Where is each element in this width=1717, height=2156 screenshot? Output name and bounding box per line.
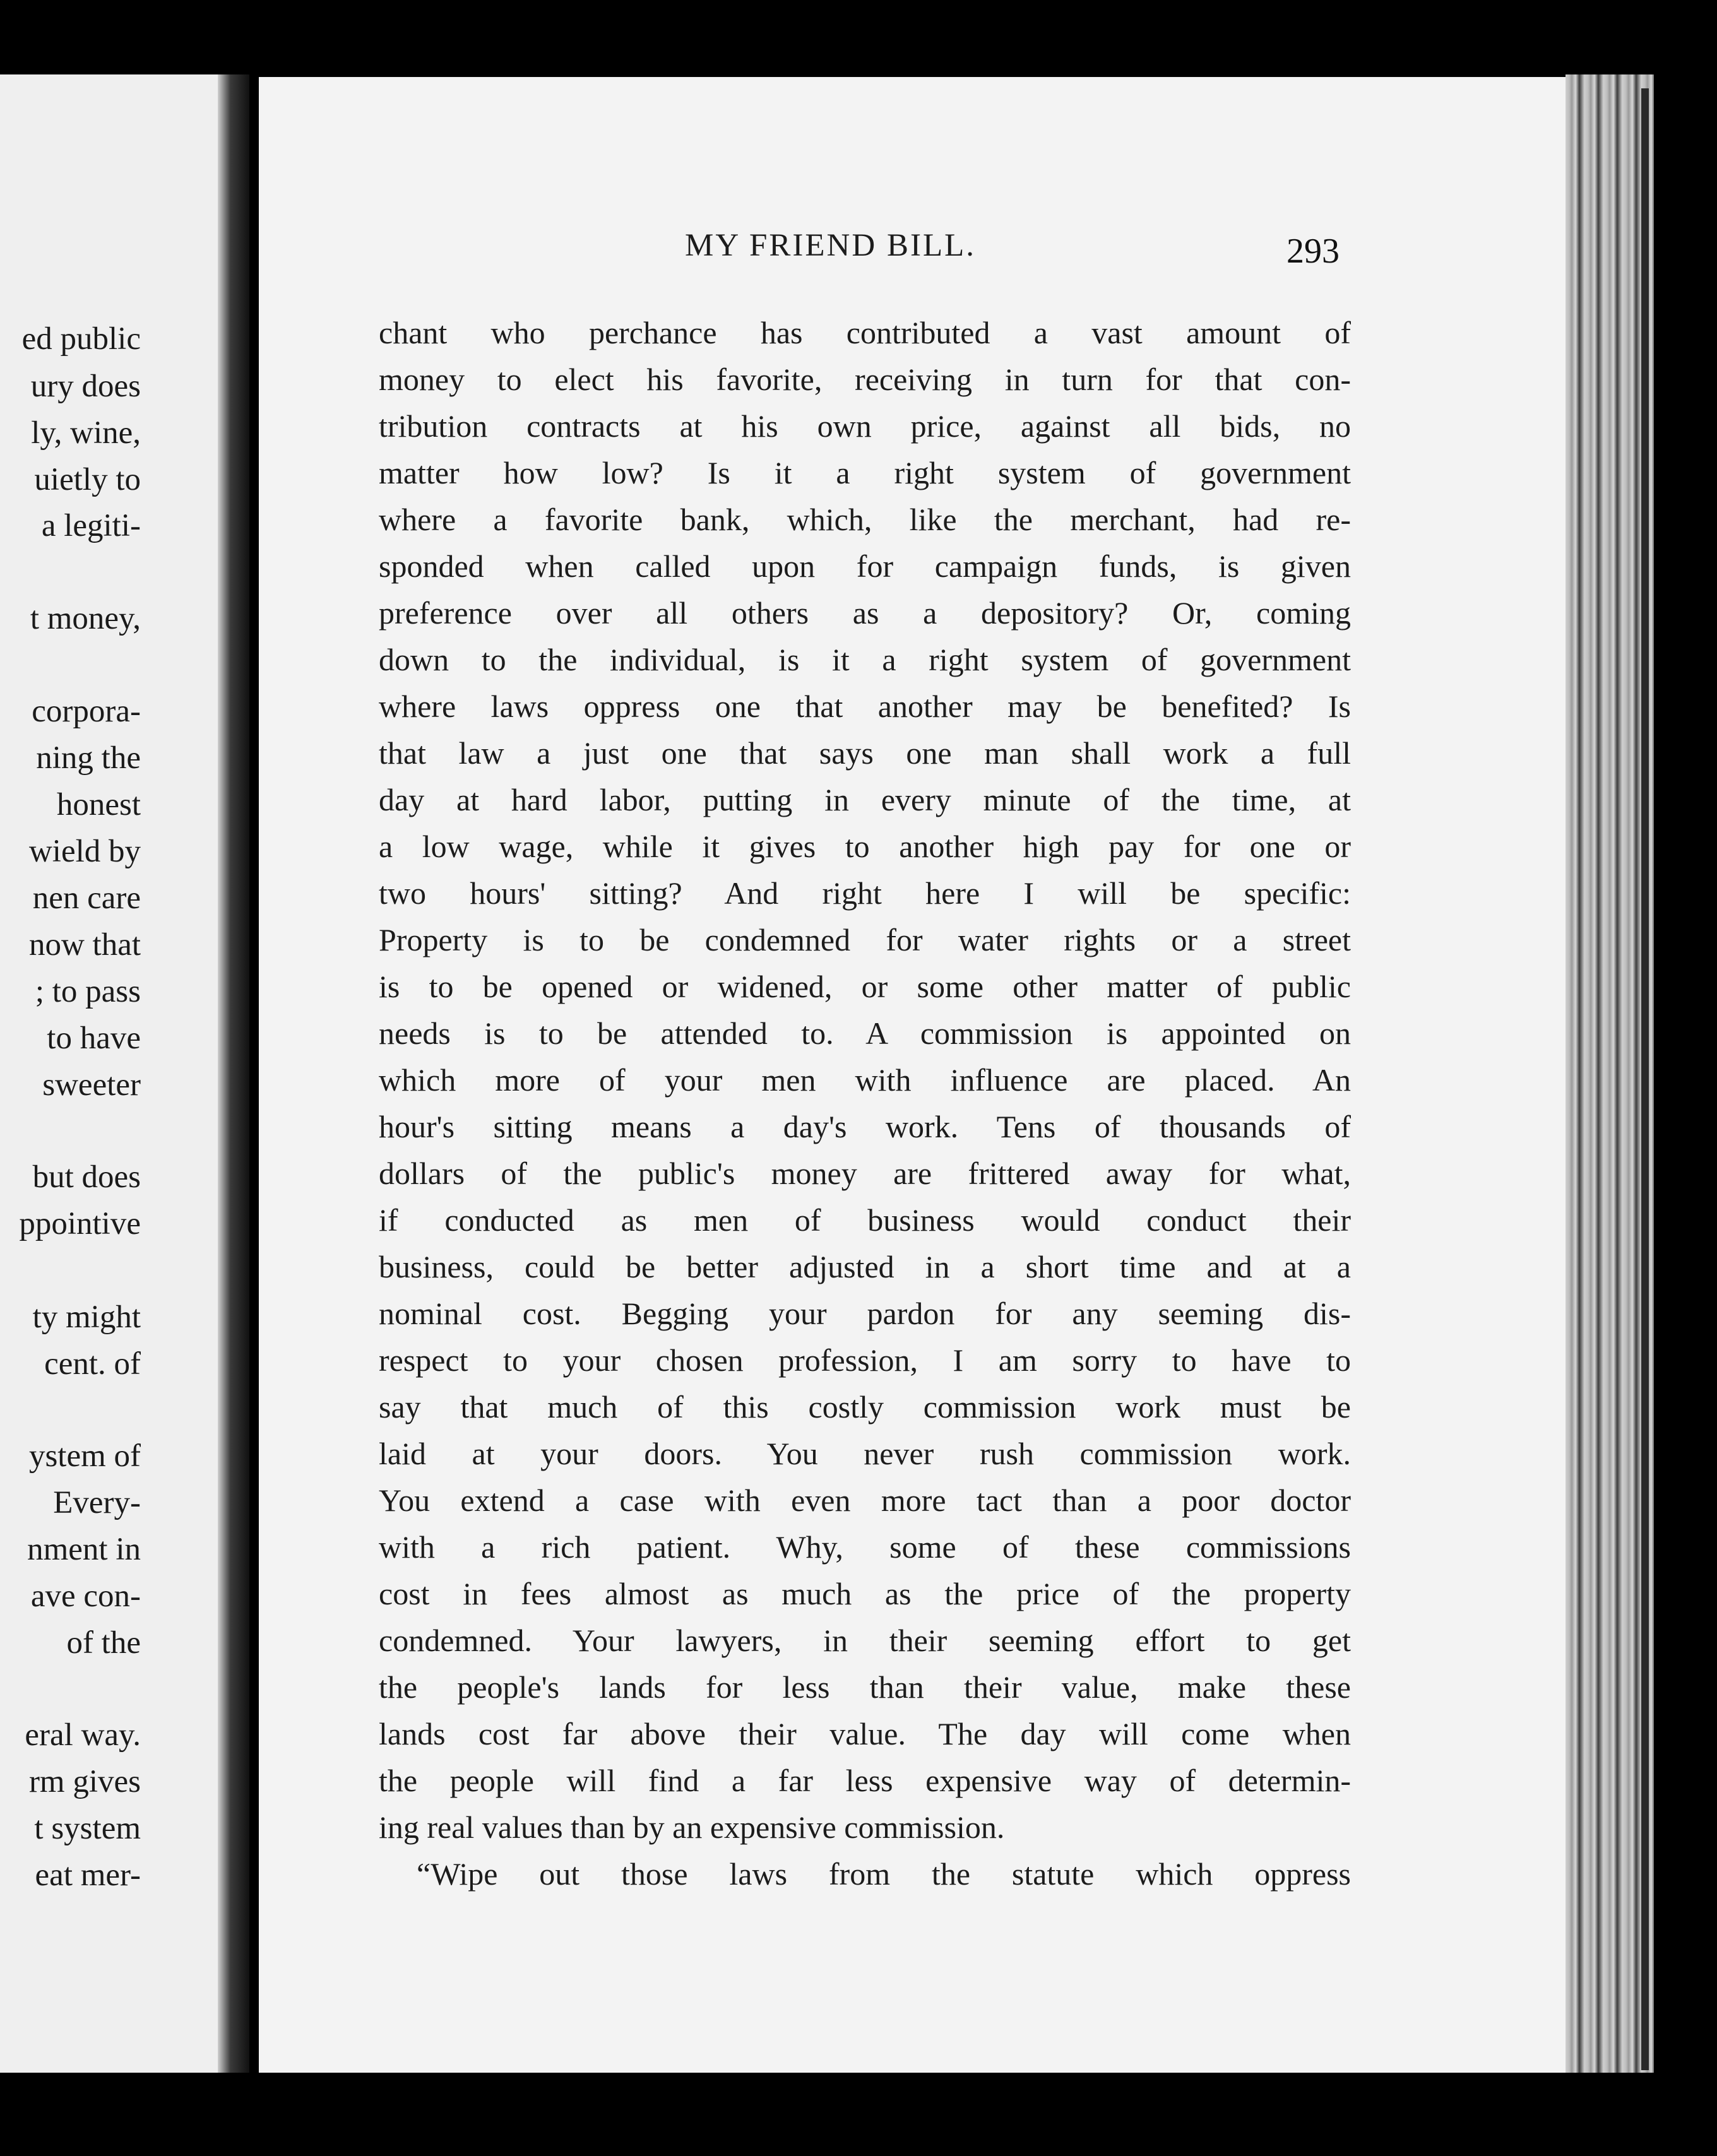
text-line: two hours' sitting? And right here I will be specific: [379,875,1351,911]
text-line: chant who perchance has contributed a vast amount of [379,315,1351,350]
text-line: day at hard labor, putting in every minute of the time, at [379,782,1351,817]
text-line: nominal cost. Begging your pardon for any seeming dis- [379,1296,1351,1331]
text-line: laid at your doors. You never rush commission work. [379,1436,1351,1471]
facing-line: wield by [28,834,141,869]
text-line: which more of your men with influence are placed. An [379,1062,1351,1098]
text-line: lands cost far above their value. The day will come when [379,1716,1351,1751]
text-line: down to the individual, is it a right system of government [379,642,1351,677]
facing-line: ed public [21,321,141,357]
text-line: where laws oppress one that another may be benefited? Is [379,689,1351,724]
facing-line: t money, [30,601,141,636]
text-line: preference over all others as a depository? Or, coming [379,595,1351,631]
facing-line: corpora- [32,694,141,729]
page-edge-shadow [1641,88,1649,2070]
text-line: respect to your chosen profession, I am sorry to have to [379,1342,1351,1378]
facing-line: sweeter [42,1067,141,1103]
facing-line: t system [34,1811,141,1846]
facing-line: rm gives [28,1764,141,1799]
facing-line: ave con- [30,1578,141,1614]
page-body [379,309,1351,1897]
facing-line: ppointive [19,1206,141,1241]
text-line: sponded when called upon for campaign funds, is given [379,548,1351,584]
facing-line: of the [66,1625,141,1661]
book-gutter [218,74,249,2073]
facing-line: eat mer- [35,1857,141,1893]
facing-line: to have [47,1021,141,1056]
facing-line: now that [28,927,141,962]
facing-line: nen care [32,880,141,916]
text-line: is to be opened or widened, or some other matter of public [379,969,1351,1004]
text-line: Property is to be condemned for water rights or a street [379,922,1351,957]
page-number: 293 [1286,232,1340,271]
text-line: matter how low? Is it a right system of government [379,455,1351,490]
text-line: condemned. Your lawyers, in their seeming effort to get [379,1623,1351,1658]
text-line: tribution contracts at his own price, against all bids, no [379,408,1351,444]
facing-line: uietly to [34,462,141,497]
text-line: money to elect his favorite, receiving in turn for that con- [379,362,1351,397]
running-head: MY FRIEND BILL. [685,228,977,263]
text-line: needs is to be attended to. A commission is appointed on [379,1016,1351,1051]
facing-line: Every- [53,1485,141,1520]
facing-line: ury does [30,369,141,404]
text-line: the people will find a far less expensive way of determin- [379,1763,1351,1798]
paragraph-start-line: “Wipe out those laws from the statute which oppress [417,1856,1351,1892]
facing-line: ; to pass [35,974,141,1009]
facing-line: ty might [32,1300,141,1335]
facing-line: a legiti- [41,508,141,543]
text-line: that law a just one that says one man shall work a full [379,735,1351,771]
text-line: dollars of the public's money are frittered away for what, [379,1156,1351,1191]
text-line: ing real values than by an expensive commission. [379,1810,1005,1845]
facing-line: honest [56,787,141,822]
text-line: You extend a case with even more tact than a poor doctor [379,1483,1351,1518]
text-line: if conducted as men of business would conduct their [379,1202,1351,1238]
page-edges [1566,74,1654,2073]
facing-page [0,74,218,2073]
text-line: hour's sitting means a day's work. Tens of thousands of [379,1109,1351,1144]
facing-line: nment in [27,1532,141,1567]
facing-line: ystem of [28,1438,141,1474]
text-line: with a rich patient. Why, some of these commissions [379,1529,1351,1565]
facing-line: ning the [36,740,141,776]
facing-line: eral way. [25,1717,141,1753]
text-line: the people's lands for less than their value, make these [379,1669,1351,1705]
facing-line: ly, wine, [31,415,141,451]
text-line: business, could be better adjusted in a short time and at a [379,1249,1351,1284]
text-line: cost in fees almost as much as the price of the property [379,1576,1351,1611]
text-line: where a favorite bank, which, like the merchant, had re- [379,502,1351,537]
text-line: say that much of this costly commission work must be [379,1389,1351,1424]
facing-line: cent. of [44,1346,141,1382]
text-line: a low wage, while it gives to another high pay for one or [379,829,1351,864]
facing-line: but does [32,1159,141,1195]
